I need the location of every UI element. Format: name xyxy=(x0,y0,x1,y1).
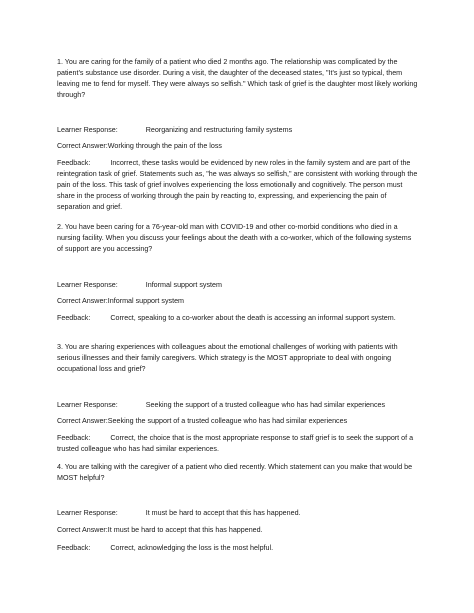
feedback-label: Feedback: xyxy=(57,314,91,322)
feedback-value: Correct, acknowledging the loss is the most helpful. xyxy=(110,544,274,552)
question-3-text: 3. You are sharing experiences with colleagues about the emotional challenges of working with patients with serious illnesses and their family caregivers. Which strategy is the MOST appropriate to deal with ongoing occupational loss and grief? xyxy=(57,343,398,373)
question-2-text: 2. You have been caring for a 76-year-old man with COVID-19 and other co-morbid conditions who died in a nursing facility. When you discuss your feelings about the death with a co-worker, which of the following systems of support are you accessing? xyxy=(57,223,412,253)
learner-response-value: It must be hard to accept that this has happened. xyxy=(145,509,301,517)
correct-answer-label: Correct Answer: xyxy=(57,526,108,534)
question-2-feedback xyxy=(57,313,419,324)
question-4-correct-answer xyxy=(57,525,263,536)
feedback-value: Correct, speaking to a co-worker about the death is accessing an informal support system. xyxy=(110,314,396,322)
learner-response-value: Seeking the support of a trusted colleague who has had similar experiences xyxy=(145,401,386,409)
learner-response-label: Learner Response: xyxy=(57,509,118,517)
question-4-feedback xyxy=(57,543,273,554)
learner-response-label: Learner Response: xyxy=(57,281,118,289)
correct-answer-label: Correct Answer: xyxy=(57,297,108,305)
learner-response-value: Informal support system xyxy=(145,281,222,289)
feedback-label: Feedback: xyxy=(57,544,91,552)
question-1-feedback xyxy=(57,158,419,213)
question-4-text: 4. You are talking with the caregiver of a patient who died recently. Which statement can you make that would be MOST helpful? xyxy=(57,463,413,482)
correct-answer-value: Seeking the support of a trusted colleague who has had similar experiences xyxy=(107,417,348,425)
correct-answer-value: Informal support system xyxy=(107,297,184,305)
feedback-value: Incorrect, these tasks would be evidenced by new roles in the family system and are part of the reintegration task of grief. Statements such as, "he was always so selfish," are consistent with working through the pain of the loss. This task of grief involves experiencing the loss emotionally and cognitively. The person must share in the process of working through the pain by reacting to, expressing, and experiencing the pain of separation and grief. xyxy=(57,159,418,211)
learner-response-value: Reorganizing and restructuring family systems xyxy=(145,126,293,134)
correct-answer-value: It must be hard to accept that this has happened. xyxy=(107,526,263,534)
correct-answer-label: Correct Answer: xyxy=(57,417,108,425)
question-1-text: 1. You are caring for the family of a patient who died 2 months ago. The relationship was complicated by the patient’s substance use disorder. During a visit, the daughter of the deceased states, "It's just so typical, them leaving me to fend for myself. They were always so selfish." Which task of grief is the daughter most likely working through? xyxy=(57,58,418,99)
correct-answer-value: Working through the pain of the loss xyxy=(107,142,222,150)
question-3-feedback xyxy=(57,433,419,455)
question-2-correct-answer xyxy=(57,296,184,307)
learner-response-label: Learner Response: xyxy=(57,126,118,134)
question-1-correct-answer xyxy=(57,141,222,152)
feedback-label: Feedback: xyxy=(57,434,91,442)
question-2-learner-response xyxy=(57,280,222,291)
question-4-learner-response xyxy=(57,508,301,519)
question-3-learner-response xyxy=(57,400,385,411)
feedback-label: Feedback: xyxy=(57,159,91,167)
question-3-correct-answer xyxy=(57,416,347,427)
feedback-value: Correct, the choice that is the most appropriate response to staff grief is to seek the support of a trusted colleague who has had similar experiences. xyxy=(57,434,414,453)
learner-response-label: Learner Response: xyxy=(57,401,118,409)
correct-answer-label: Correct Answer: xyxy=(57,142,108,150)
document-page xyxy=(57,0,419,613)
question-1-learner-response xyxy=(57,125,292,136)
